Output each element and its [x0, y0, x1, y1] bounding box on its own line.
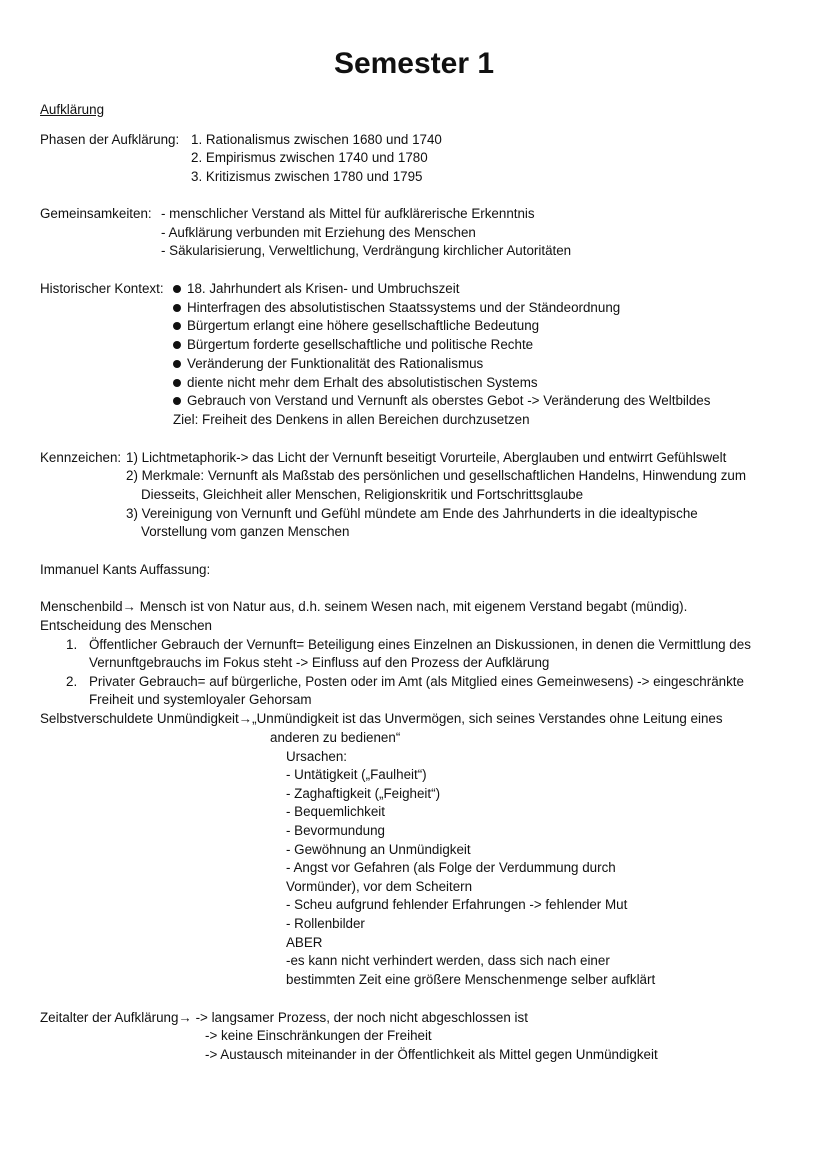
bullet-icon [173, 379, 181, 387]
menschenbild-label: Menschenbild [40, 599, 123, 614]
kontext-item: Hinterfragen des absolutistischen Staatssystems und der Ständeordnung [187, 300, 621, 315]
gemeinsamkeiten-label: Gemeinsamkeiten: [40, 206, 152, 221]
ursachen-item: Vormünder), vor dem Scheitern [286, 879, 473, 894]
gemeinsamkeiten-item: - Aufklärung verbunden mit Erziehung des Menschen [161, 225, 476, 240]
kontext-item: 18. Jahrhundert als Krisen- und Umbruchszeit [187, 281, 460, 296]
zeitalter-item: -> langsamer Prozess, der noch nicht abgeschlossen ist [195, 1010, 528, 1025]
ursachen-heading: Ursachen: [286, 749, 348, 764]
menschenbild-text: Mensch ist von Natur aus, d.h. seinem Wesen nach, mit eigenem Verstand begabt (mündig). [139, 599, 688, 614]
list-number: 2. [66, 674, 78, 689]
zeitalter-line [40, 1009, 528, 1027]
unmuendigkeit-quote: „Unmündigkeit ist das Unvermögen, sich seines Verstandes ohne Leitung eines [252, 711, 723, 726]
page-title: Semester 1 [333, 47, 495, 80]
zeitalter-label: Zeitalter der Aufklärung [40, 1010, 179, 1025]
arrow-right-icon: → [178, 1010, 192, 1025]
ursachen-item: - Zaghaftigkeit („Feigheit“) [286, 786, 441, 801]
ursachen-item: - Bevormundung [286, 823, 385, 838]
list-number: 1. [66, 637, 78, 652]
kant-point-2: Privater Gebrauch= auf bürgerliche, Posten oder im Amt (als Mitglied eines Gemeinwesens) -> eingeschränkte [89, 674, 744, 689]
entscheidung-heading: Entscheidung des Menschen [40, 618, 212, 633]
bullet-icon [173, 341, 181, 349]
arrow-right-icon: → [122, 599, 137, 614]
ursachen-item: - Scheu aufgrund fehlender Erfahrungen -> fehlender Mut [286, 897, 628, 912]
section-heading: Aufklärung [40, 102, 105, 117]
kant-heading: Immanuel Kants Auffassung: [40, 562, 211, 577]
phasen-item: 2. Empirismus zwischen 1740 und 1780 [191, 150, 428, 165]
ursachen-item: bestimmten Zeit eine größere Menschenmenge selber aufklärt [286, 972, 656, 987]
unmuendigkeit-label: Selbstverschuldete Unmündigkeit [40, 711, 239, 726]
kontext-item: Bürgertum erlangt eine höhere gesellschaftliche Bedeutung [187, 318, 540, 333]
bullet-icon [173, 397, 181, 405]
kontext-ziel: Ziel: Freiheit des Denkens in allen Bereichen durchzusetzen [173, 412, 530, 427]
kennzeichen-line: Diesseits, Gleichheit aller Menschen, Religionskritik und Fortschrittsglaube [141, 487, 584, 502]
unmuendigkeit-line [40, 710, 723, 728]
kontext-item: Gebrauch von Verstand und Vernunft als oberstes Gebot -> Veränderung des Weltbildes [187, 393, 711, 408]
phasen-item: 1. Rationalismus zwischen 1680 und 1740 [191, 132, 442, 147]
bullet-icon [173, 304, 181, 312]
gemeinsamkeiten-item: - menschlicher Verstand als Mittel für aufklärerische Erkenntnis [161, 206, 535, 221]
gemeinsamkeiten-item: - Säkularisierung, Verweltlichung, Verdrängung kirchlicher Autoritäten [161, 243, 572, 258]
ursachen-item: - Bequemlichkeit [286, 804, 385, 819]
ursachen-item: - Angst vor Gefahren (als Folge der Verdummung durch [286, 860, 616, 875]
kant-point-1-cont: Vernunftgebrauchs im Fokus steht -> Einfluss auf den Prozess der Aufklärung [89, 655, 550, 670]
kant-point-2-cont: Freiheit und systemloyaler Gehorsam [89, 692, 312, 707]
zeitalter-item: -> keine Einschränkungen der Freiheit [205, 1028, 432, 1043]
kontext-item: Veränderung der Funktionalität des Rationalismus [187, 356, 484, 371]
phasen-label: Phasen der Aufklärung: [40, 132, 180, 147]
ursachen-item: -es kann nicht verhindert werden, dass sich nach einer [286, 953, 610, 968]
kennzeichen-line: 1) Lichtmetaphorik-> das Licht der Vernunft beseitigt Vorurteile, Aberglauben und entwirrt Gefühlswelt [126, 450, 727, 465]
kontext-label: Historischer Kontext: [40, 281, 164, 296]
unmuendigkeit-quote-cont: anderen zu bedienen“ [270, 730, 401, 745]
ursachen-item: - Gewöhnung an Unmündigkeit [286, 842, 471, 857]
zeitalter-item: -> Austausch miteinander in der Öffentlichkeit als Mittel gegen Unmündigkeit [205, 1047, 658, 1062]
arrow-right-icon: → [238, 711, 253, 726]
ursachen-item: ABER [286, 935, 323, 950]
bullet-icon [173, 285, 181, 293]
ursachen-item: - Rollenbilder [286, 916, 365, 931]
bullet-icon [173, 360, 181, 368]
phasen-item: 3. Kritizismus zwischen 1780 und 1795 [191, 169, 423, 184]
kennzeichen-label: Kennzeichen: [40, 450, 122, 465]
bullet-icon [173, 322, 181, 330]
kennzeichen-line: 3) Vereinigung von Vernunft und Gefühl mündete am Ende des Jahrhunderts in die idealtypische [126, 506, 698, 521]
menschenbild-line [40, 598, 687, 616]
kennzeichen-line: Vorstellung vom ganzen Menschen [141, 524, 350, 539]
ursachen-item: - Untätigkeit („Faulheit“) [286, 767, 427, 782]
kant-point-1: Öffentlicher Gebrauch der Vernunft= Beteiligung eines Einzelnen an Diskussionen, in denen die Vermittlung des [89, 637, 751, 652]
kontext-item: Bürgertum forderte gesellschaftliche und politische Rechte [187, 337, 534, 352]
kontext-item: diente nicht mehr dem Erhalt des absolutistischen Systems [187, 375, 538, 390]
kennzeichen-line: 2) Merkmale: Vernunft als Maßstab des persönlichen und gesellschaftlichen Handelns, Hinwendung zum [126, 468, 747, 483]
